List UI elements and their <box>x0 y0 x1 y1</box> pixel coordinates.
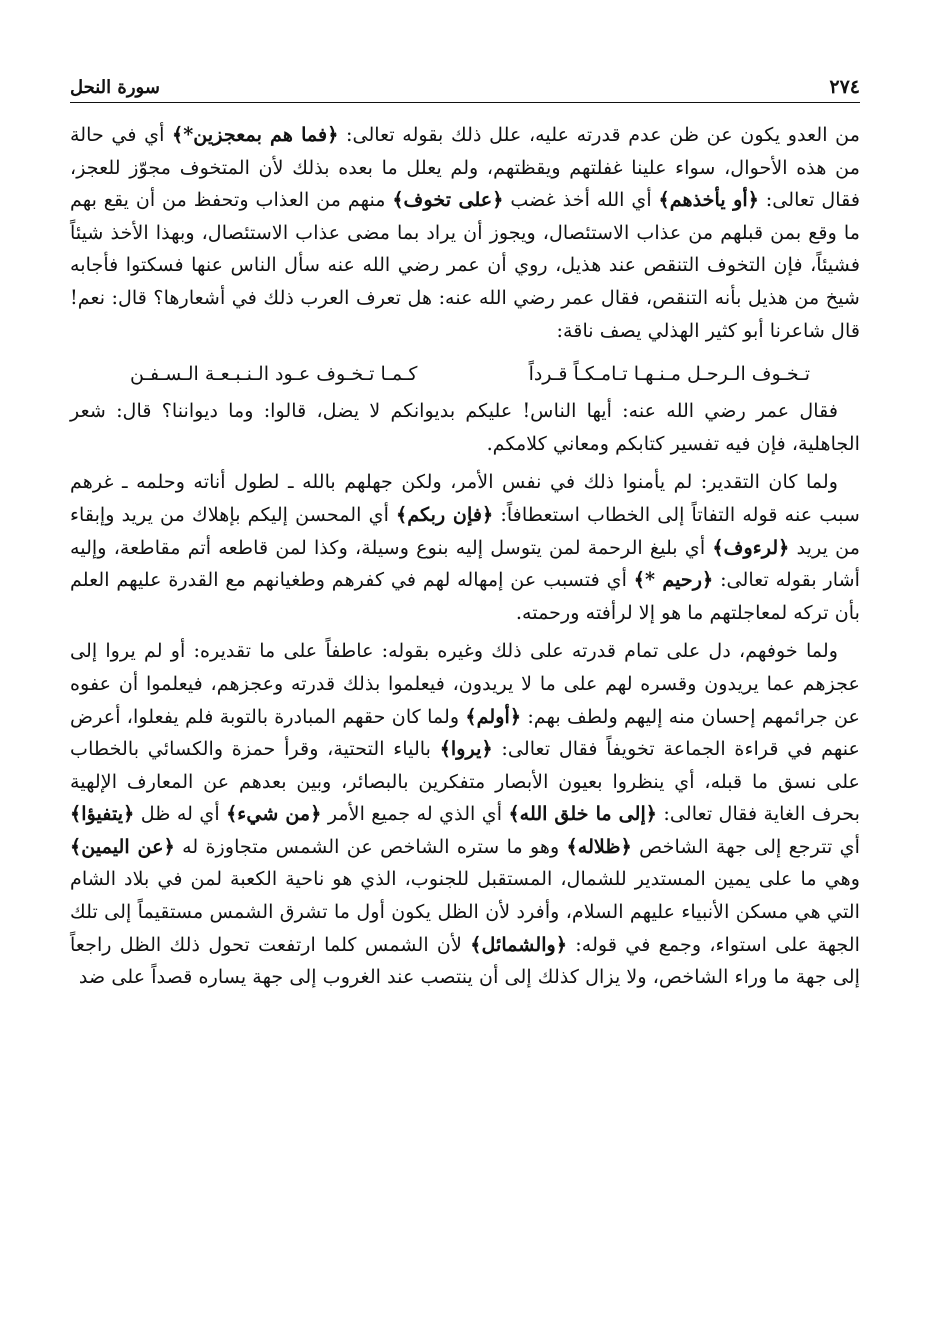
text-run: ولما خوفهم، دل على تمام قدرته على ذلك وغيره بقوله: عاطفاً على ما تقديره: أو لم يروا إلى عجزهم عما يريدون وقسره لهم على ما لا يريدون، فيعلموا بذلك قدرته وعجزهم، فيعلموا أن عفوه عن جرائمهم إحسان منه إليهم ولطف بهم: <box>70 639 861 728</box>
quran-quote: ﴿على تخوف﴾ <box>392 188 504 212</box>
poetry-verse <box>130 357 810 391</box>
text-run: ولما كان حقهم المبادرة بالتوبة فلم يفعلوا، أعرض عنهم في قراءة الجماعة تخويفاً فقال تعالى: <box>70 704 860 761</box>
text-run: وهي ما على يمين المستدير للشمال، المستقبل للجنوب، الذي هو ناحية الكعبة لمن في بلاد الشام التي هي مسكن الأنبياء عليهم السلام، وأفرد لأن الظل يكون أول ما تشرق الشمس مستقيماً إلى تلك الجهة على استواء، وجمع في قوله: <box>70 867 860 956</box>
paragraph-1 <box>70 119 860 347</box>
text-run: منهم من العذاب وتحفظ من أن يقع بهم ما وقع بمن قبلهم من عذاب الاستئصال، ويجوز أن يراد بما مضى عذاب الاستئصال، وبهذا الأخذ شيئاً فشيئاً، فإن التخوف التنقص عند هذيل، روي أن عمر رضي الله عنه سأل الناس عنها فسكتوا فأجابه شيخ من هذيل بأنه التنقص، فقال عمر رضي الله عنه: هل تعرف العرب ذلك في أشعارها؟ قال: نعم! قال شاعرنا أبو كثير الهذلي يصف ناقة: <box>70 188 860 342</box>
text-run: أي بليغ الرحمة لمن يتوسل إليه بنوع وسيلة، وكذا لمن قاطعه أتم مقاطعة، وإليه أشار بقوله تعالى: <box>70 535 861 592</box>
page-number: ٢٧٤ <box>829 76 860 98</box>
text-run: أي له ظل <box>134 802 227 826</box>
text-run: أي تترجع إلى جهة الشاخص <box>631 834 860 858</box>
quran-quote: ﴿إلى ما خلق الله﴾ <box>508 802 658 826</box>
paragraph-2: فقال عمر رضي الله عنه: أيها الناس! عليكم بديوانكم لا يضل، قالوا: وما ديواننا؟ قال: شعر الجاهلية، فإن فيه تفسير كتابكم ومعاني كلامكم. <box>70 399 860 455</box>
surah-title: سورة النحل <box>70 77 160 98</box>
text-run: وهو ما ستره الشاخص عن الشمس متجاوزة له <box>174 834 567 858</box>
text-run: بالياء التحتية، وقرأ حمزة والكسائي بالخطاب على نسق ما قبله، أي ينظروا بعيون الأبصار متفكرين بالبصائر، وبين بعدهم عن المعارف الإلهية بحرف الغاية فقال تعالى: <box>70 737 860 826</box>
verse-first-hemistich: تـخـوف الـرحـل مـنـهـا تـامـكـاً قـرداً <box>528 363 810 386</box>
quran-quote: ﴿والشمائل﴾ <box>470 932 568 956</box>
quran-quote: ﴿يتفيؤا﴾ <box>70 802 135 826</box>
text-run: ولما كان التقدير: لم يأمنوا ذلك في نفس الأمر، ولكن جهلهم بالله ـ لطول أناته وحلمه ـ غرهم سبب عنه قوله التفاتاً إلى الخطاب استعطافاً: <box>70 470 861 526</box>
paragraph-4 <box>70 635 860 994</box>
text-run: أي المحسن إليكم بإهلاك من يريد وإبقاء من يريد <box>70 502 861 559</box>
quran-quote: ﴿يروا﴾ <box>439 737 493 761</box>
quran-quote: ﴿لرءوف﴾ <box>712 535 790 559</box>
quran-quote: ﴿أولم﴾ <box>465 704 522 728</box>
page-body <box>70 119 860 994</box>
text-run: أي الذي له جميع الأمر <box>321 802 509 826</box>
verse-second-hemistich: كـمـا تـخـوف عـود الـنـبـعـة الـسـفـن <box>130 363 418 386</box>
quran-quote: ﴿فإن ربكم﴾ <box>396 502 494 526</box>
paragraph-3 <box>70 466 860 629</box>
text-run: لأن الشمس كلما ارتفعت تحول ذلك الظل راجعاً إلى جهة ما وراء الشاخص، ولا يزال كذلك إلى أن ينتصب عند الغروب إلى جهة يساره قصداً على ضد <box>70 932 860 989</box>
quran-quote: ﴿أو يأخذهم﴾ <box>658 188 759 212</box>
page-header <box>70 58 860 103</box>
quran-quote: ﴿ظلاله﴾ <box>566 834 632 858</box>
quran-quote: ﴿رحيم *﴾ <box>633 568 714 592</box>
text-run: أي في حالة من هذه الأحوال، سواء علينا غفلتهم ويقظتهم، ولم يعلل ما بعده بذلك لأن المتخوف مجوّز للعجز، فقال تعالى: <box>70 123 860 212</box>
book-page <box>70 58 860 994</box>
quran-quote: ﴿عن اليمين﴾ <box>70 834 175 858</box>
quran-quote: ﴿فما هم بمعجزين*﴾ <box>172 123 339 146</box>
text-run: من العدو يكون عن ظن عدم قدرته عليه، علل ذلك بقوله تعالى: <box>338 123 860 146</box>
text-run: أي فتسبب عن إمهاله لهم في كفرهم وطغيانهم مع القدرة عليهم العلم بأن تركه لمعاجلتهم ما هو إلا لرأفته ورحمته. <box>70 568 860 624</box>
quran-quote: ﴿من شيء﴾ <box>226 802 322 826</box>
text-run: أي الله أخذ غضب <box>503 188 659 212</box>
